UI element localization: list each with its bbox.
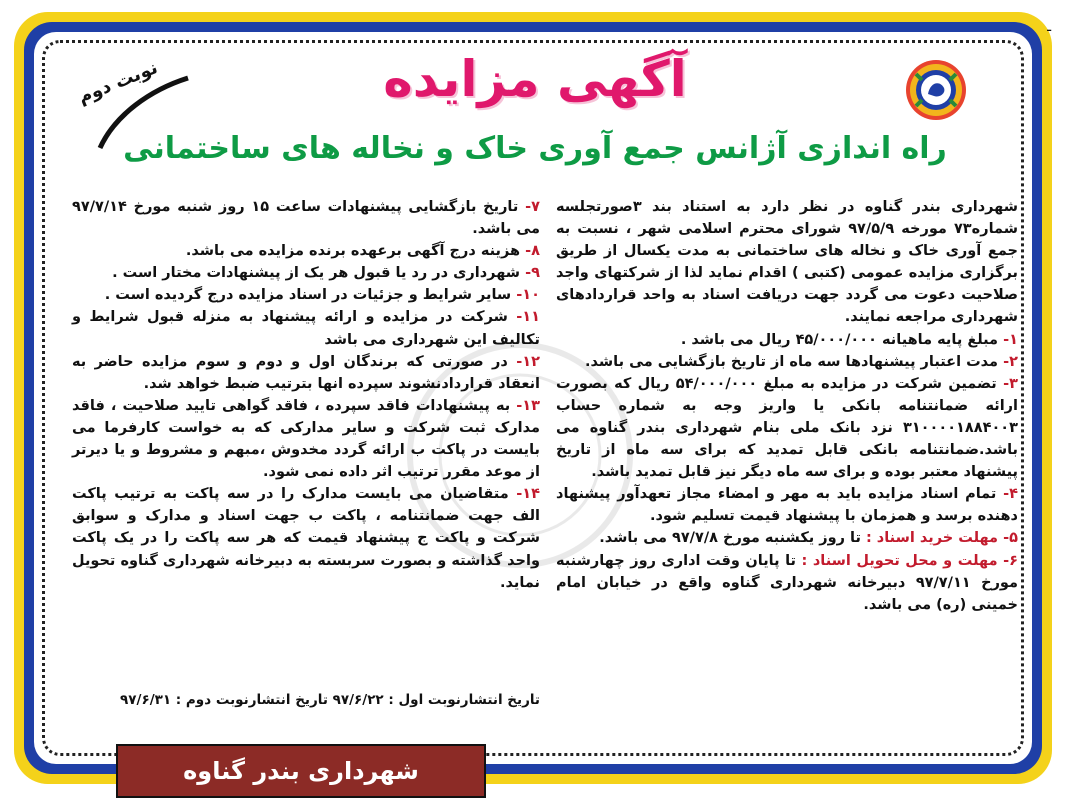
item-number: ۱۱- (516, 309, 540, 326)
item-number: ۱- (1003, 331, 1018, 348)
intro-text: شهرداری بندر گناوه در نظر دارد به استناد بند ۳صورتجلسه شماره۷۳ مورخه ۹۷/۵/۹ شورای محترم اسلامی شهر ، نسبت به جمع آوری خاک و نخاله های ساختمانی به مدت یکسال از طریق برگزاری مزایده عمومی (کتبی ) اقدام نماید لذا از شرکتهای واجد صلاحیت دعوت می گردد جهت دریافت اسناد به واحد قراردادهای شهرداری مراجعه نمایند. (556, 199, 1018, 326)
item-number: ۸- (525, 243, 540, 260)
item-text: شهرداری در رد یا قبول هر یک از پیشنهادات مختار است . (112, 265, 521, 282)
item-text: متقاضیان می بایست مدارک را در سه پاکت به ترتیب پاکت الف جهت ضمانتنامه ، پاکت ب جهت اسناد و مدارک و سوابق شرکت و پاکت ج پیشنهاد قیمت که هر سه پاکت را در یک پاکت واحد گذاشته و بصورت سربسته به دبیرخانه شهرداری گناوه تحویل نماید. (72, 486, 540, 591)
list-item (72, 284, 540, 306)
list-item (72, 306, 540, 350)
notice-title: آگهی مزایده (383, 50, 687, 108)
publication-dates: تاریخ انتشارنوبت اول : ۹۷/۶/۲۲ تاریخ انتشارنوبت دوم : ۹۷/۶/۳۱ (120, 692, 540, 708)
item-number: ۷- (525, 199, 540, 215)
item-text: تاریخ بازگشایی پیشنهادات ساعت ۱۵ روز شنبه مورخ ۹۷/۷/۱۴ می باشد. (72, 199, 540, 238)
item-text: سایر شرایط و جزئیات در اسناد مزایده درج گردیده است . (104, 287, 512, 304)
list-item (72, 240, 540, 262)
list-item (72, 395, 540, 483)
item-number: ۴- (1003, 486, 1018, 503)
item-number: ۹- (525, 265, 540, 282)
list-item (556, 329, 1018, 351)
list-item (556, 351, 1018, 373)
item-text: تا پایان وقت اداری روز چهارشنبه مورخ ۹۷/۷/۱۱ دبیرخانه شهرداری گناوه واقع در خیابان امام خمینی (ره) می باشد. (556, 552, 1018, 613)
publication-round-label: نوبت دوم (75, 57, 161, 108)
item-number: ۱۴- (516, 486, 540, 503)
item-number: ۶- (1003, 552, 1018, 569)
item-number: ۵- (1003, 530, 1018, 547)
item-text: شرکت در مزایده و ارائه پیشنهاد به منزله قبول شرایط و تکالیف این شهرداری می باشد (72, 309, 540, 348)
item-text: تمام اسناد مزایده باید به مهر و امضاء مجاز تعهدآور پیشنهاد دهنده برسد و همزمان با پیشنهاد قیمت تسلیم شود. (556, 486, 1018, 525)
municipality-logo (904, 58, 968, 122)
list-item (72, 483, 540, 593)
item-text: تضمین شرکت در مزایده به مبلغ ۵۴/۰۰۰/۰۰۰ ریال که بصورت ارائه ضمانتنامه بانکی یا واریز وجه به شماره حساب ۳۱۰۰۰۰۱۸۸۴۰۰۳ نزد بانک ملی بنام شهرداری بندر گناوه می باشد.ضمانتنامه بانکی قابل تمدید که برای سه ماه از تاریخ پیشنهاد معتبر بوده و برای سه ماه دیگر نیز قابل تمدید باشد. (556, 375, 1018, 481)
notice-subtitle: راه اندازی آژانس جمع آوری خاک و نخاله های ساختمانی (123, 131, 947, 166)
item-text: به پیشنهادات فاقد سپرده ، فاقد گواهی تایید صلاحیت ، فاقد مدارک ثبت شرکت و سایر مدارکی که به خواست کارفرما می بایست در پاکت ب ارائه گردد مخدوش ،مبهم و مشروط و یا دیرتر از موعد مقرر ترتیب اثر داده نمی شود. (72, 397, 540, 481)
list-item (72, 351, 540, 395)
list-item (556, 483, 1018, 527)
item-text: هزینه درج آگهی برعهده برنده مزایده می باشد. (185, 243, 521, 260)
item-number: ۱۲- (516, 353, 540, 370)
list-item (556, 373, 1018, 483)
left-column (72, 196, 540, 594)
list-item (72, 196, 540, 240)
corner-mark: - (1046, 20, 1052, 39)
right-column (556, 196, 1018, 616)
item-text: در صورتی که برندگان اول و دوم و سوم مزایده حاضر به انعقاد قراردادنشوند سپرده انها بترتیب ضبط خواهد شد. (72, 353, 540, 392)
item-number: ۱۳- (516, 397, 540, 414)
item-text: تا روز یکشنبه مورخ ۹۷/۷/۸ می باشد. (599, 530, 861, 547)
list-item (72, 262, 540, 284)
item-number: ۲- (1003, 353, 1018, 370)
item-number: ۱۰- (516, 287, 540, 304)
item-text: مبلغ پایه ماهیانه ۴۵/۰۰۰/۰۰۰ ریال می باشد . (680, 331, 999, 348)
item-text: مدت اعتبار پیشنهادها سه ماه از تاریخ بازگشایی می باشد. (585, 353, 999, 370)
item-label: مهلت و محل تحویل اسناد : (801, 552, 998, 569)
list-item (556, 527, 1018, 549)
intro-paragraph (556, 196, 1018, 329)
item-number: ۳- (1003, 375, 1018, 392)
list-item (556, 550, 1018, 616)
footer-municipality-name: شهرداری بندر گناوه (116, 744, 486, 798)
item-label: مهلت خرید اسناد : (865, 530, 999, 547)
